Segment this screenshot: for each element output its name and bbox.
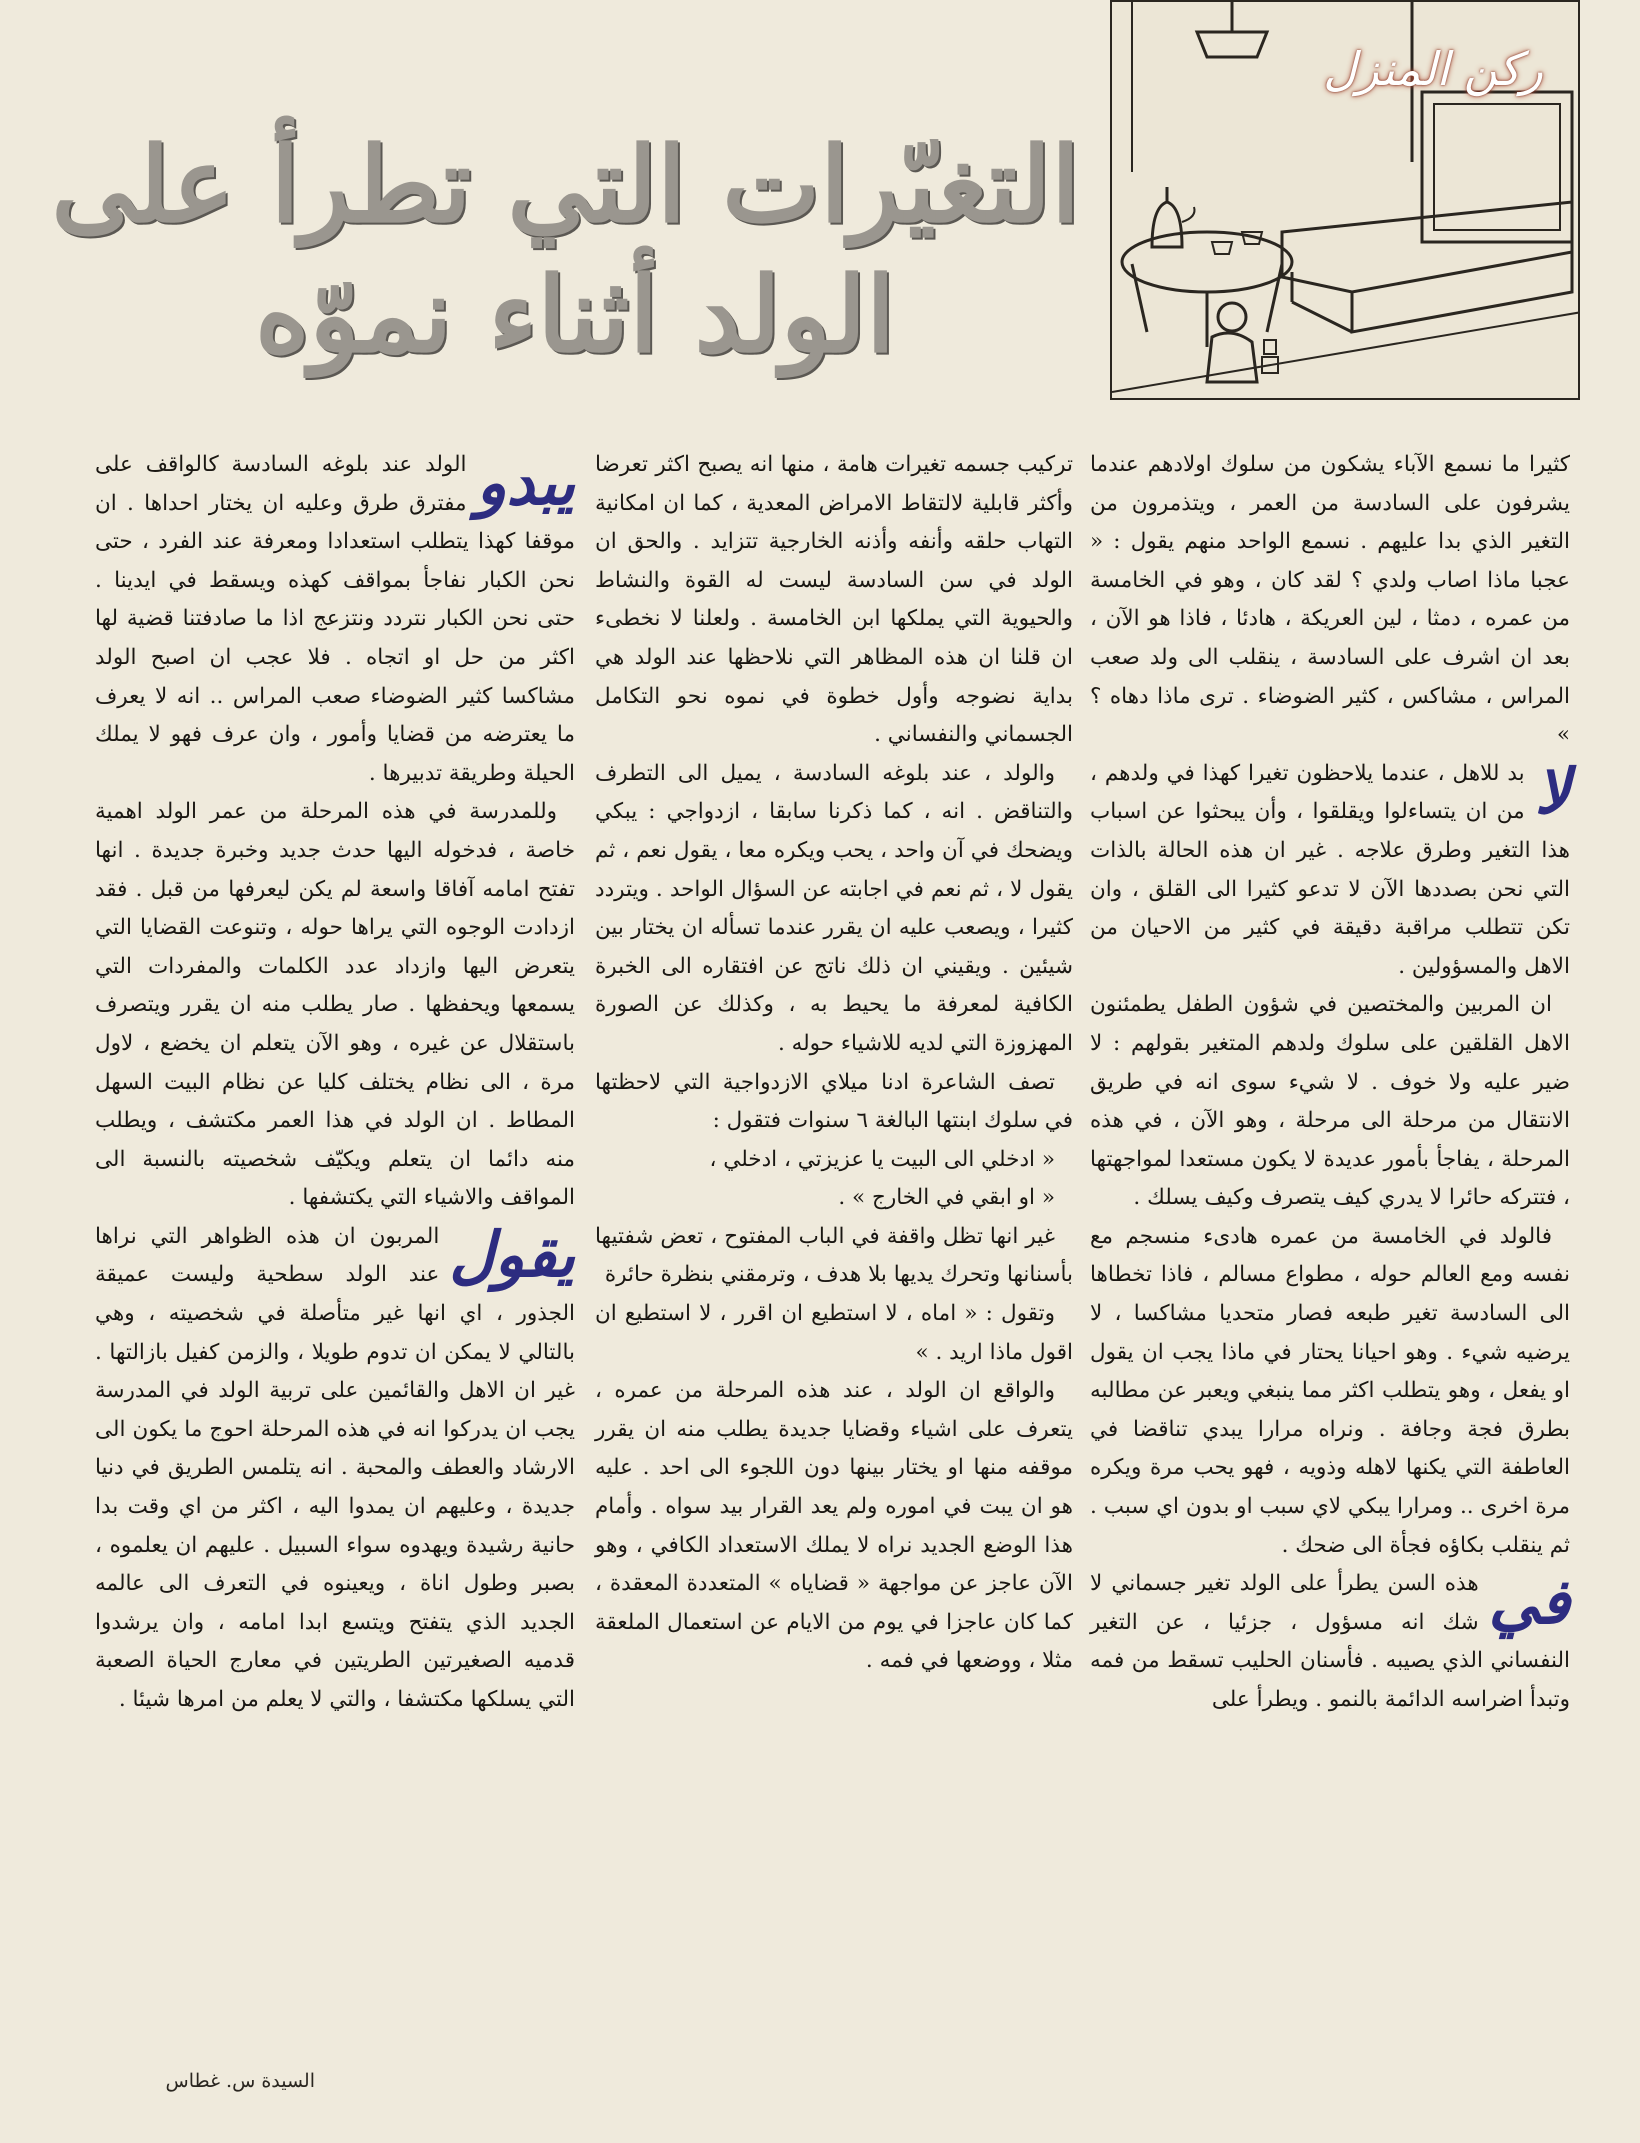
paragraph-with-dropcap: [95, 446, 575, 793]
title-line-1: التغيّرات التي تطرأ على: [51, 123, 1080, 246]
paragraph: ان المربين والمختصين في شؤون الطفل يطمئنون الاهل القلقين على سلوك ولدهم المتغير بقولهم : لا ضير عليه ولا خوف . لا شيء سوى انه في طريق الانتقال من مرحلة الى مرحلة ، وهو الآن ، في هذه المرحلة ، يفاجأ بأمور عديدة لا يكون مستعدا لمواجهتها ، فتتركه حائرا لا يدري كيف يتصرف وكيف يسلك .: [1090, 992, 1570, 1211]
paragraph-with-dropcap: [95, 1218, 575, 1720]
paragraph-text: المربون ان هذه الظواهر التي نراها عند الولد سطحية وليست عميقة الجذور ، اي انها غير متأصلة في شخصيته ، وهي بالتالي لا يمكن ان تدوم طويلا ، والزمن كفيل بازالتها . غير ان الاهل والقائمين على تربية الولد في المدرسة يجب ان يدركوا انه في هذه المرحلة احوج ما يكون الى الارشاد والعطف والمحبة . انه يتلمس الطريق في دنيا جديدة ، وعليهم ان يمدوا اليه ، اكثر من اي وقت بدا حانية رشيدة ويهدوه سواء السبيل . عليهم ان يعلموه ، بصبر وطول اناة ، ويعينوه في التعرف الى عالمه الجديد الذي يتفتح ويتسع ابدا امامه ، وان يرشدوا قدميه الصغيرتين الطريتين في معارج الحياة الصعبة التي يسلكها مكتشفا ، والتي لا يعلم من امرها شيئا .: [95, 1223, 575, 1712]
paragraph: والولد ، عند بلوغه السادسة ، يميل الى التطرف والتناقض . انه ، كما ذكرنا سابقا ، ازدواجي : يبكي ويضحك في آن واحد ، يحب ويكره معا ، يقول نعم ، ثم يقول لا ، ثم نعم في اجابته عن السؤال الواحد . ويتردد كثيرا ، ويصعب عليه ان يقرر عندما تسأله ان يختار بين شيئين . ويقيني ان ذلك ناتج عن افتقاره الى الخبرة الكافية لمعرفة ما يحيط به ، وكذلك عن الصورة المهزوزة التي لديه للاشياء حوله .: [595, 760, 1073, 1056]
paragraph: تركيب جسمه تغيرات هامة ، منها انه يصبح اكثر تعرضا وأكثر قابلية لالتقاط الامراض المعدية ، كما ان امكانية التهاب حلقه وأنفه وأذنه الخارجية تتزايد . والحق ان الولد في سن السادسة ليست له القوة والنشاط والحيوية التي يملكها ابن الخامسة . ولعلنا لا نخطىء ان قلنا ان هذه المظاهر التي نلاحظها عند الولد هي بداية نضوجه وأول خطوة في نموه نحو التكامل الجسماني والنفساني .: [595, 452, 1073, 748]
paragraph: غير انها تظل واقفة في الباب المفتوح ، تعض شفتيها بأسنانها وتحرك يديها بلا هدف ، وترمقني بنظرة حائرة: [595, 1223, 1073, 1288]
article-title: [51, 120, 1080, 380]
paragraph-text: هذه السن يطرأ على الولد تغير جسماني لا شك انه مسؤول ، جزئيا ، عن التغير النفساني الذي يصيبه . فأسنان الحليب تسقط من فمه وتبدأ اضراسه الدائمة بالنمو . ويطرأ على: [1090, 1571, 1570, 1712]
author-signature: السيدة س. غطاس: [165, 2070, 315, 2092]
paragraph: والواقع ان الولد ، عند هذه المرحلة من عمره ، يتعرف على اشياء وقضايا جديدة يطلب منه ان يقرر موقفه منها او يختار بينها دون اللجوء الى احد . عليه هو ان يبت في اموره ولم يعد القرار بيد سواه . وأمام هذا الوضع الجديد نراه لا يملك الاستعداد الكافي ، وهو الآن عاجز عن مواجهة « قضاياه » المتعددة المعقدة ، كما كان عاجزا في يوم من الايام عن استعمال الملعقة مثلا ، ووضعها في فمه .: [595, 1378, 1073, 1674]
poem-line: « او ابقي في الخارج » .: [838, 1185, 1055, 1211]
header-illustration: [1110, 0, 1580, 400]
dropcap: لا: [1534, 754, 1570, 828]
paragraph: وللمدرسة في هذه المرحلة من عمر الولد اهمية خاصة ، فدخوله اليها حدث جديد وخبرة جديدة . انها تفتح امامه آفاقا واسعة لم يكن ليعرفها من قبل . فقد ازدادت الوجوه التي يراها حوله ، وتنوعت القضايا التي يتعرض اليها وازداد عدد الكلمات والمفردات التي يسمعها ويحفظها . صار يطلب منه ان يقرر ويتصرف باستقلال عن غيره ، وهو الآن يتعلم ان يخضع ، لاول مرة ، الى نظام يختلف كليا عن نظام البيت السهل المطاط . ان الولد في هذا العمر مكتشف ، ويطلب منه دائما ان يتعلم ويكيّف شخصيته بالنسبة الى المواقف والاشياء التي يكتشفها .: [95, 799, 575, 1211]
title-line-2: الولد أثناء نموّه: [254, 253, 896, 376]
paragraph-with-dropcap: [1090, 755, 1570, 987]
corner-section-label: ركن المنزل: [1323, 42, 1543, 96]
poem-line: « ادخلي الى البيت يا عزيزتي ، ادخلي ،: [709, 1146, 1055, 1172]
column-left: [95, 446, 575, 1720]
paragraph: تصف الشاعرة ادنا ميلاي الازدواجية التي لاحظتها في سلوك ابنتها البالغة ٦ سنوات فتقول :: [595, 1069, 1073, 1134]
paragraph-text: الولد عند بلوغه السادسة كالواقف على مفترق طرق وعليه ان يختار احداها . ان موقفا كهذا يتطلب استعدادا ومعرفة عند الفرد ، حتى نحن الكبار نفاجأ بمواقف كهذه ويسقط في ايدينا . حتى نحن الكبار نتردد ونتزعج اذا ما صادفتنا قضية لها اكثر من حل او اتجاه . فلا عجب ان اصبح الولد مشاكسا كثير الضوضاء صعب المراس .. انه لا يعرف ما يعترضه من قضايا وأمور ، وان عرف فهو لا يملك الحيلة وطريقة تدبيرها .: [95, 452, 575, 786]
paragraph: فالولد في الخامسة من عمره هادىء منسجم مع نفسه ومع العالم حوله ، مطواع مسالم ، فاذا تخطاها الى السادسة تغير طبعه فصار متحديا مشاكسا ، لا يرضيه شيء . وهو احيانا يحتار في ماذا يجب ان يقول او يفعل ، وهو يتطلب اكثر مما ينبغي ويعبر عن مطالبه بطرق فجة وجافة . ونراه مرارا يبدي تناقضا في العاطفة التي يكنها لاهله وذويه ، فهو يحب مرة ويكره مرة اخرى .. ومرارا يبكي لاي سبب او بدون اي سبب . ثم ينقلب بكاؤه فجأة الى ضحك .: [1090, 1223, 1570, 1558]
paragraph-text: بد للاهل ، عندما يلاحظون تغيرا كهذا في ولدهم ، من ان يتساءلوا ويقلقوا ، وأن يبحثوا عن اسباب هذا التغير وطرق علاجه . غير ان هذه الحالة بالذات التي نحن بصددها الآن لا تدعو كثيرا الى القلق ، وان تكن تتطلب مراقبة دقيقة في كثير من الاحيان من الاهل والمسؤولين .: [1090, 760, 1570, 979]
column-middle: [595, 446, 1073, 1681]
paragraph: كثيرا ما نسمع الآباء يشكون من سلوك اولادهم عندما يشرفون على السادسة من العمر ، ويتذمرون من التغير الذي بدا عليهم . نسمع الواحد منهم يقول : « عجبا ماذا اصاب ولدي ؟ لقد كان ، وهو في الخامسة من عمره ، دمثا ، لين العريكة ، هادئا ، فاذا هو الآن ، بعد ان اشرف على السادسة ، ينقلب الى ولد صعب المراس ، مشاكس ، كثير الضوضاء . ترى ماذا دهاه ؟ »: [1090, 452, 1570, 748]
paragraph-with-dropcap: [1090, 1565, 1570, 1719]
paragraph: وتقول : « اماه ، لا استطيع ان اقرر ، لا استطيع ان اقول ماذا اريد . »: [595, 1301, 1073, 1365]
dropcap: في: [1488, 1565, 1570, 1639]
dropcap: يقول: [449, 1217, 575, 1291]
column-right: [1090, 446, 1570, 1720]
dropcap: يبدو: [476, 446, 575, 519]
